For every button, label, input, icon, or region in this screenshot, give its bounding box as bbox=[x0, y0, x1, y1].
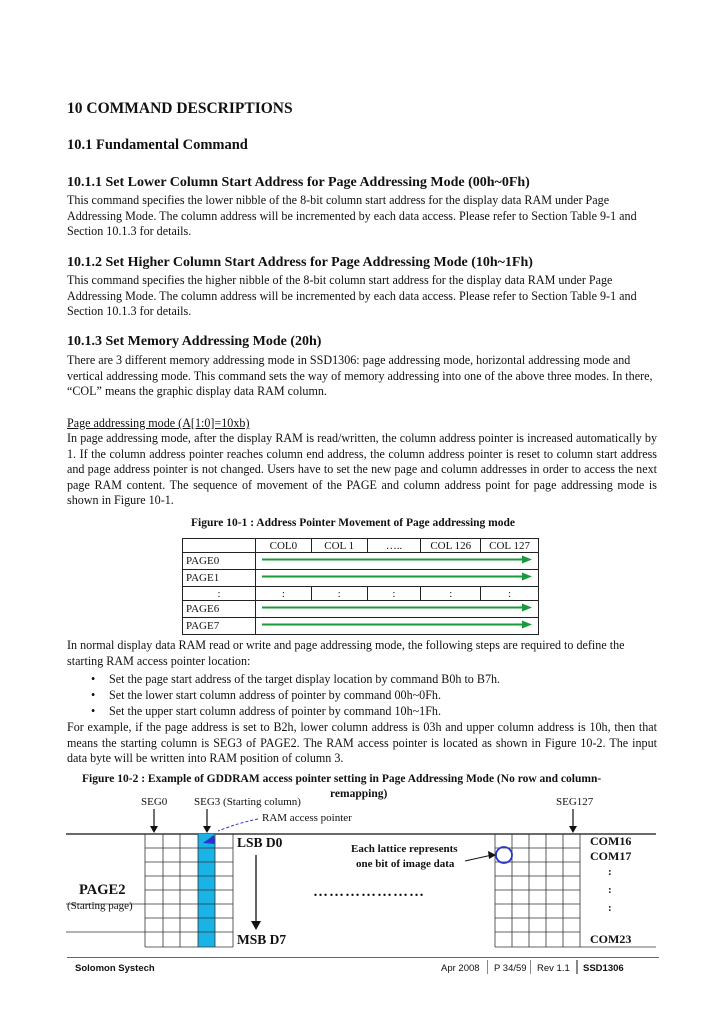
footer-part-number: SSD1306 bbox=[583, 963, 624, 974]
page-row bbox=[183, 601, 539, 618]
bullet-text: Set the page start address of the target display location by command B0h to B7h. bbox=[109, 672, 501, 686]
pointer-arrow bbox=[256, 618, 538, 631]
footer-revision: Rev 1.1 bbox=[537, 963, 570, 974]
address-pointer-table bbox=[182, 538, 539, 635]
page-label: PAGE6 bbox=[183, 601, 256, 618]
footer-separator bbox=[576, 960, 578, 974]
page-mode-body: In page addressing mode, after the display RAM is read/written, the column address pointer is increased automatically by 1. If the column address pointer reaches column end address, the column address pointer is reset to column start address and page address pointer is not changed. Users have to set the new page and column addresses in order to access the next page RAM content. The sequence of movement of the PAGE and column address point for page addressing mode is shown in Figure 10-1. bbox=[67, 431, 657, 508]
gddram-diagram bbox=[0, 795, 724, 955]
col-header: COL 1 bbox=[311, 539, 367, 553]
horizontal-ellipsis: ………………… bbox=[313, 884, 425, 900]
s3-title: 10.1.3 Set Memory Addressing Mode (20h) bbox=[67, 334, 322, 349]
lsb-label: LSB D0 bbox=[237, 835, 283, 850]
section-title: 10 COMMAND DESCRIPTIONS bbox=[67, 100, 293, 117]
figure-10-2-caption-cont: remapping) bbox=[330, 788, 388, 800]
bullet-item bbox=[91, 688, 441, 703]
bullet-item bbox=[91, 704, 441, 719]
pointer-arrow-cell bbox=[256, 618, 539, 635]
footer-separator bbox=[487, 960, 488, 974]
col-header: COL 127 bbox=[481, 539, 539, 553]
footer-page-number: P 34/59 bbox=[494, 963, 527, 974]
corner-cell bbox=[183, 539, 256, 553]
page-label: PAGE0 bbox=[183, 553, 256, 570]
bullet-symbol: • bbox=[91, 688, 96, 702]
right-lattice-grid bbox=[495, 834, 580, 947]
seg3-label: SEG3 (Starting column) bbox=[194, 796, 301, 808]
bullet-text: Set the upper start column address of pointer by command 10h~1Fh. bbox=[109, 704, 442, 718]
pointer-arrow bbox=[256, 553, 538, 566]
page-row bbox=[183, 618, 539, 635]
dots-cell: : bbox=[256, 587, 312, 601]
seg127-label: SEG127 bbox=[556, 796, 594, 808]
com17-label: COM17 bbox=[590, 849, 632, 863]
left-lattice-grid bbox=[145, 834, 233, 947]
figure-10-1-caption: Figure 10-1 : Address Pointer Movement of Page addressing mode bbox=[191, 517, 515, 529]
com16-label: COM16 bbox=[590, 834, 632, 848]
dots-cell: : bbox=[311, 587, 367, 601]
bullet-symbol: • bbox=[91, 704, 96, 718]
com-vdots: : bbox=[608, 884, 612, 896]
seg0-label: SEG0 bbox=[141, 796, 168, 808]
page-row bbox=[183, 553, 539, 570]
pointer-arrow bbox=[256, 570, 538, 583]
lattice-pointer bbox=[465, 855, 492, 861]
bullet-text: Set the lower start column address of pointer by command 00h~0Fh. bbox=[109, 688, 442, 702]
subsection-title: 10.1 Fundamental Command bbox=[67, 137, 248, 153]
pointer-arrow-cell bbox=[256, 601, 539, 618]
com-vdots: : bbox=[608, 902, 612, 914]
msb-label: MSB D7 bbox=[237, 932, 287, 947]
dots-cell: : bbox=[367, 587, 421, 601]
lattice-highlight bbox=[496, 847, 512, 863]
col-header: ….. bbox=[367, 539, 421, 553]
ram-pointer-label: RAM access pointer bbox=[262, 812, 352, 824]
page-mode-heading: Page addressing mode (A[1:0]=10xb) bbox=[67, 416, 250, 430]
page-label: : bbox=[183, 587, 256, 601]
pointer-arrow-cell bbox=[256, 553, 539, 570]
bullet-symbol: • bbox=[91, 672, 96, 686]
s3-body: There are 3 different memory addressing mode in SSD1306: page addressing mode, horizontal addressing mode and vertical addressing mode. This command sets the way of memory addressing into one of the above three modes. In there, “COL” means the graphic display data RAM column. bbox=[67, 353, 653, 399]
pointer-arrow bbox=[256, 601, 538, 614]
steps-example: For example, if the page address is set to B2h, lower column address is 03h and upper column address is 10h, then that means the starting column is SEG3 of PAGE2. The RAM access pointer is located as shown in Figure 10-2. The input data byte will be written into RAM position of column 3. bbox=[67, 720, 657, 766]
dots-cell: : bbox=[421, 587, 481, 601]
s1-body: This command specifies the lower nibble of the 8-bit column start address for the display data RAM under Page Addressing Mode. The column address will be incremented by each data access. Please refer to Section Table 9-1 and Section 10.1.3 for details. bbox=[67, 193, 637, 239]
page-label: PAGE1 bbox=[183, 570, 256, 587]
ram-pointer-line bbox=[218, 819, 258, 831]
page2-label: PAGE2 bbox=[79, 882, 126, 898]
s1-title: 10.1.1 Set Lower Column Start Address for Page Addressing Mode (00h~0Fh) bbox=[67, 175, 530, 190]
footer-separator bbox=[530, 960, 531, 974]
dots-cell: : bbox=[481, 587, 539, 601]
col-header: COL0 bbox=[256, 539, 312, 553]
pointer-arrow-cell bbox=[256, 570, 539, 587]
starting-page-label: (Starting page) bbox=[67, 900, 133, 912]
lattice-caption-1: Each lattice represents bbox=[351, 843, 458, 855]
starting-column-highlight bbox=[198, 834, 215, 947]
footer-company: Solomon Systech bbox=[75, 963, 155, 974]
page-row bbox=[183, 570, 539, 587]
figure-10-2-caption: Figure 10-2 : Example of GDDRAM access pointer setting in Page Addressing Mode (No row and column- bbox=[82, 773, 602, 785]
footer-date: Apr 2008 bbox=[441, 963, 480, 974]
steps-intro: In normal display data RAM read or write and page addressing mode, the following steps are required to define the starting RAM access pointer location: bbox=[67, 638, 625, 668]
com-vdots: : bbox=[608, 866, 612, 878]
com23-label: COM23 bbox=[590, 932, 632, 946]
col-header: COL 126 bbox=[421, 539, 481, 553]
s2-title: 10.1.2 Set Higher Column Start Address for Page Addressing Mode (10h~1Fh) bbox=[67, 255, 533, 270]
bullet-item bbox=[91, 672, 500, 687]
s2-body: This command specifies the higher nibble of the 8-bit column start address for the display data RAM under Page Addressing Mode. The column address will be incremented by each data access. Please refer to Section Table 9-1 and Section 10.1.3 for details. bbox=[67, 273, 637, 319]
lattice-caption-2: one bit of image data bbox=[356, 858, 455, 870]
page-label: PAGE7 bbox=[183, 618, 256, 635]
ellipsis-row bbox=[183, 587, 539, 601]
page-footer bbox=[67, 957, 659, 976]
